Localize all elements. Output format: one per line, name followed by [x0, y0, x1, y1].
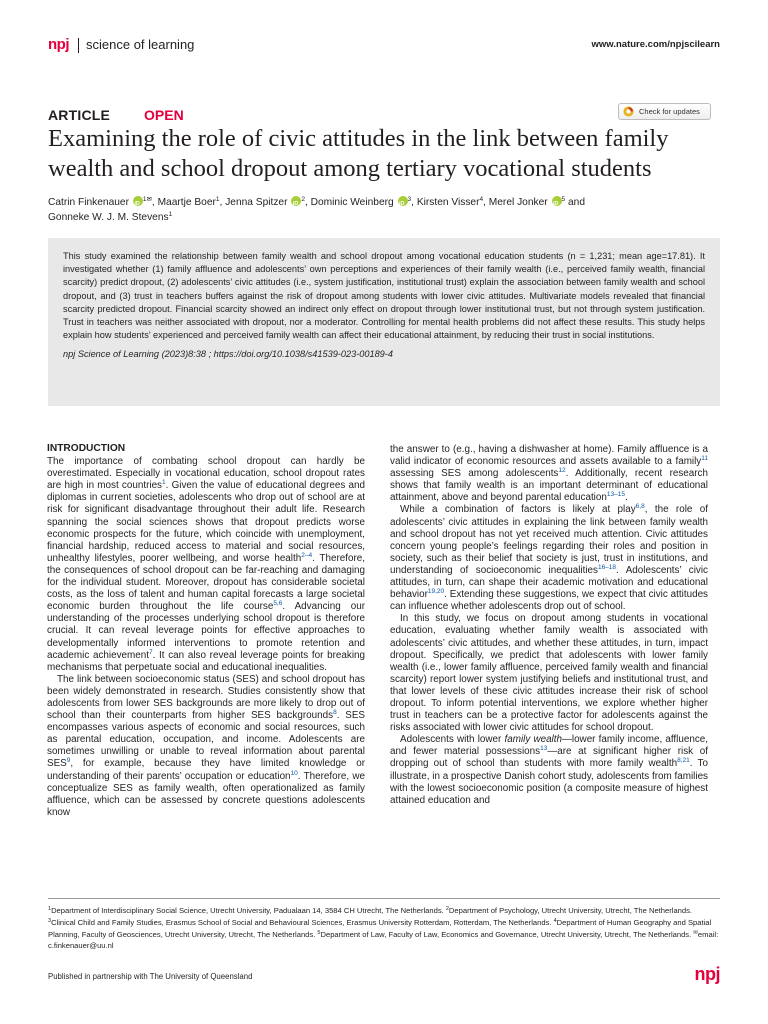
orcid-icon[interactable] — [552, 196, 562, 206]
paragraph: The importance of combating school dropout can hardly be overestimated. Especially in vocational education, school dropout rates are high in most countries$^1$. Given the value of educational degrees and diplomas in current societies, adolescents who drop out of school are at risk for significant disadvantage throughout their adult life. Research spanning the social sciences shows that dropout predicts worse economic prospects for the future, which coincide with unemployment, financial hardship, reduced access to material and social resources, unhealthy lifestyles, poorer wellbeing, and worse health$^{2-4}$. Therefore, the consequences of school dropout can be far-reaching and damaging for the individual student. Moreover, dropout has considerable societal costs, as the loss of talent and human capital forecasts a large societal economic burden throughout the life course$^{5,6}$. Advancing our understanding of the processes underlying school dropout is therefore crucial. It can reveal leverage points for effective approaches to developmentally informed interventions to promote retention and academic achievement$^7$. It can also reveal leverage points for breaking mechanisms that perpetuate social and educational inequalities. — [47, 456, 366, 673]
logo-divider — [78, 38, 79, 53]
citation-ref[interactable]: 11 — [701, 455, 708, 463]
paragraph: While a combination of factors is likely at play$^{6,8}$, the role of adolescents’ civic attitudes in explaining the link between family wealth and school dropout has not yet received much attention. Civic attitudes concern young people’s feelings regarding their roles and position in society, such as their belief that society is just, trust in institutions, and understanding of socioeconomic inequalities$^{16-18}$. Adolescents’ civic attitudes, in turn, can shape their academic motivation and educational behavior$^{19,20}$. Extending these suggestions, we expect that civic attitudes can influence whether adolescents drop out of school. — [390, 503, 708, 613]
check-updates-icon — [623, 106, 634, 117]
citation-text[interactable]: npj Science of Learning (2023)8:38 ; https://doi.org/10.1038/s41539-023-00189-4 — [63, 349, 393, 360]
citation-ref[interactable]: 1 — [162, 479, 166, 487]
author-name[interactable]: Merel Jonker — [488, 197, 548, 208]
author-affiliation[interactable]: 1 — [168, 211, 173, 218]
author-name[interactable]: Catrin Finkenauer — [48, 197, 129, 208]
author-affiliation[interactable]: 1✉ — [142, 196, 152, 203]
author-affiliation[interactable]: 5 — [561, 196, 566, 203]
citation-ref[interactable]: 9 — [66, 757, 71, 765]
author-affiliation[interactable]: 2 — [301, 196, 305, 203]
citation-ref[interactable]: 16–18 — [597, 563, 617, 571]
citation-ref[interactable]: 13–15 — [606, 491, 625, 499]
author-list: Catrin Finkenauer iD $^{1✉}$, Maartje Boer$^1$, Jenna Spitzer iD $^2$, Dominic Weinberg iD $^3$, Kirsten Visser$^4$, Merel Jonker iD $^5$ and Gonneke W. J. M. Stevens$^1$ — [48, 195, 728, 225]
citation-ref[interactable]: 7 — [148, 648, 153, 656]
npj-footer-logo[interactable]: npj — [694, 964, 720, 984]
author-name[interactable]: Gonneke W. J. M. Stevens — [48, 212, 169, 223]
orcid-icon[interactable] — [133, 196, 143, 206]
abstract-box — [48, 238, 720, 406]
paragraph: The link between socioeconomic status (SES) and school dropout has been widely demonstrated in research. Studies consistently show that adolescents from lower SES backgrounds are more likely to drop out of school than their counterparts from higher SES backgrounds$^8$. SES encompasses various aspects of economic and social resources, such as parental education, occupation, and income. Adolescents are sometimes unwilling or unable to reveal information about parental SES$^9$, for example, because they have limited knowledge or understanding of their parents’ occupation or education$^{10}$. Therefore, we conceptualize SES as family wealth, often operationalized as family affluence, which can be assessed by concrete questions adolescents know — [47, 673, 366, 818]
footnote-divider — [48, 898, 720, 899]
author-name[interactable]: Kirsten Visser — [416, 197, 480, 208]
author-name[interactable]: Dominic Weinberg — [310, 197, 394, 208]
author-name[interactable]: Jenna Spitzer — [225, 197, 288, 208]
citation-ref[interactable]: 8 — [333, 709, 337, 717]
citation-ref[interactable]: 19,20 — [427, 588, 445, 596]
journal-url[interactable]: www.nature.com/npjscilearn — [591, 39, 720, 50]
paragraph: Adolescents with lower family wealth—lower family income, affluence, and fewer material possessions$^{13}$—are at significant higher risk of dropping out of school than students with more family wealth$^{8,21}$. To illustrate, in a prospective Danish cohort study, adolescents from families with the lowest socioeconomic position (a composite measure of highest attained education and — [390, 734, 709, 806]
check-for-updates-button[interactable] — [618, 103, 711, 120]
check-updates-label: Check for updates — [639, 107, 700, 116]
article-title: Examining the role of civic attitudes in the link between family wealth and school dropout among tertiary vocational students — [48, 125, 669, 182]
citation-ref[interactable]: 10 — [290, 769, 298, 777]
partnership-note: Published in partnership with The University of Queensland — [48, 972, 253, 981]
abstract-text: This study examined the relationship between family wealth and school dropout among vocational education students (n = 1,231; mean age=17.81). It investigated whether (1) family affluence and adolescents’ own perceptions and experiences of their family wealth (i.e., perceived family wealth, financial scarcity) predict dropout, (2) adolescents’ civic attitudes (i.e., system justification, institutional trust) explain the association between family wealth and school dropout, and (3) trust in teachers buffers against the risk of dropout among students with lower civic attitudes. Multivariate models revealed that financial scarcity predicted dropout. Financial scarcity showed an indirect only effect on dropout through lower institutional trust, but not through system justification. Trust in teachers was neither associated with dropout, nor a moderator. Controlling for mental health problems did not affect these results. This study helps explain how students’ experienced and perceived family wealth can affect their educational attainment, by reducing their trust in social institutions. — [63, 251, 705, 341]
paragraph: In this study, we focus on dropout among students in vocational education, evaluating whether family wealth is associated with adolescents’ civic attitudes, and whether these attitudes, in turn, impact dropout. Specifically, we predict that adolescents with lower family wealth (i.e., lower family affluence, perceived family wealth and financial scarcity) report lower system justifying beliefs and institutional trust, and that lower levels of these civic attitudes increase their risk of school dropout. To inform potential interventions, we explore whether higher trust in teachers can be a protective factor for adolescents against the risks associated with lower civic attitudes for school dropout. — [390, 613, 708, 734]
article-type: ARTICLE — [48, 107, 111, 123]
section-heading: INTRODUCTION — [47, 443, 126, 454]
citation-ref[interactable]: 12 — [558, 467, 566, 475]
orcid-icon[interactable] — [291, 196, 301, 206]
affiliations-footnote: $^1$Department of Interdisciplinary Social Science, Utrecht University, Padualaan 14, 3584 CH Utrecht, The Netherlands. $^2$Department of Psychology, Utrecht University, Utrecht, The Netherlands. $^3$Clinical Child and Family Studies, Erasmus School of Social and Behavioural Sciences, Erasmus University Rotterdam, Rotterdam, The Netherlands. $^4$Department of Human Geography and Spatial Planning, Faculty of Geosciences, Utrecht University, Utrecht, The Netherlands. $^5$Department of Law, Faculty of Law, Economics and Governance, Utrecht University, Utrecht, The Netherlands. ✉email: c.finkenauer@uu.nl — [48, 906, 719, 951]
citation-ref[interactable]: 6,8 — [635, 503, 645, 511]
author-affiliation[interactable]: 4 — [479, 196, 484, 203]
citation-ref[interactable]: 2–4 — [301, 551, 313, 559]
article-citation — [63, 348, 705, 361]
open-access-label: OPEN — [144, 107, 184, 123]
citation-ref[interactable]: 8,21 — [677, 757, 690, 765]
paragraph: the answer to (e.g., having a dishwasher at home). Family affluence is a valid indicator of economic resources and assets available to a family$^{11}$ assessing SES among adolescents$^{12}$. Additionally, recent research shows that family wealth is an important determinant of educational attainment, above and beyond parental education$^{13-15}$. — [390, 444, 708, 504]
author-affiliation[interactable]: 3 — [407, 196, 412, 203]
journal-header — [48, 36, 720, 56]
body-column-left — [47, 442, 365, 819]
corresponding-email[interactable]: email: c.finkenauer@uu.nl — [48, 929, 719, 951]
citation-ref[interactable]: 13 — [540, 745, 548, 753]
orcid-icon[interactable] — [398, 196, 408, 206]
author-conjunction: and — [567, 197, 585, 208]
citation-ref[interactable]: 5,6 — [273, 600, 283, 608]
author-affiliation[interactable]: 1 — [215, 196, 220, 203]
email-icon: ✉ — [693, 929, 698, 936]
author-name[interactable]: Maartje Boer — [157, 197, 216, 208]
journal-name[interactable]: science of learning — [86, 37, 195, 52]
npj-logo[interactable]: npj — [48, 36, 69, 53]
body-column-right — [390, 444, 708, 807]
